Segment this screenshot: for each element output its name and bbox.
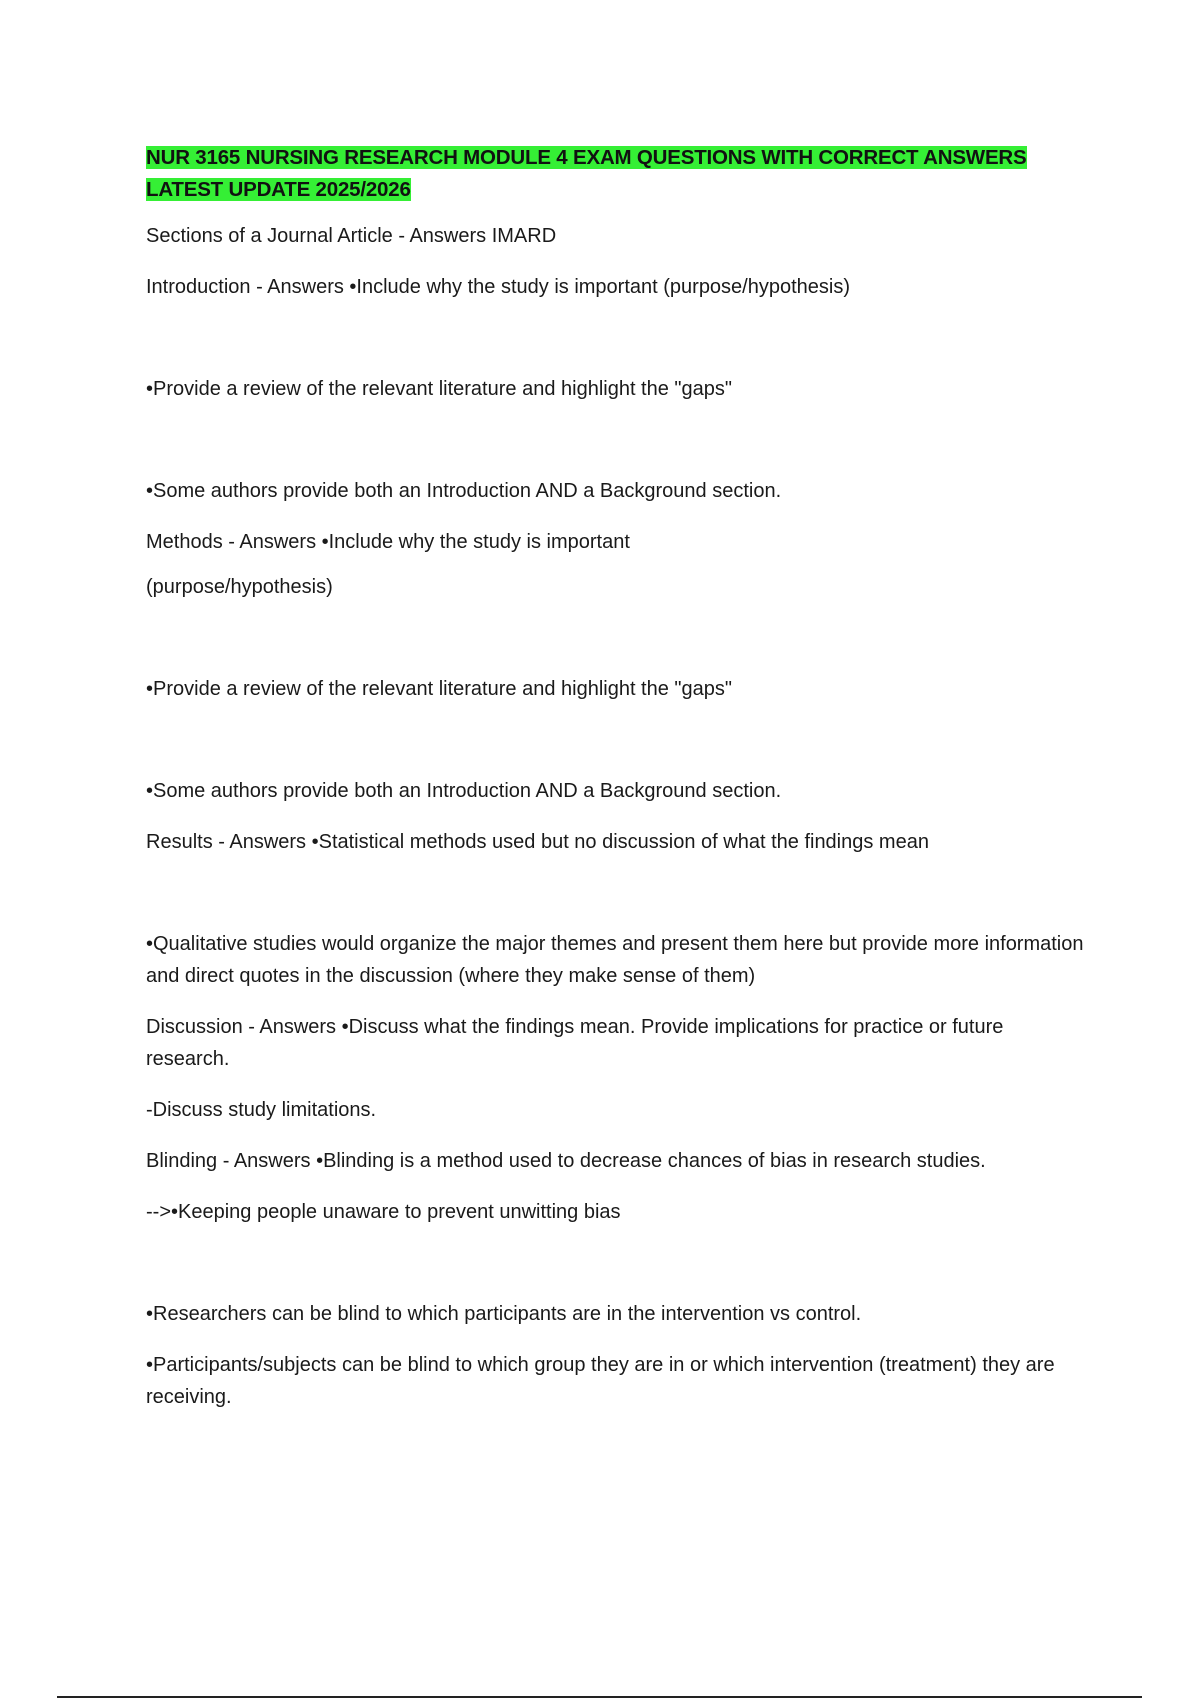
paragraph-sections: Sections of a Journal Article - Answers IMARD	[146, 225, 557, 247]
footer-divider	[57, 1696, 1142, 1698]
paragraph-methods-purpose: (purpose/hypothesis)	[146, 576, 333, 598]
paragraph-introduction: Introduction - Answers •Include why the study is important (purpose/hypothesis)	[146, 276, 851, 298]
paragraph-researchers-blind: •Researchers can be blind to which participants are in the intervention vs control.	[146, 1303, 862, 1325]
paragraph-methods: Methods - Answers •Include why the study is important	[146, 531, 630, 553]
paragraph-discussion: Discussion - Answers •Discuss what the findings mean. Provide implications for practice or future research.	[146, 1016, 1004, 1070]
paragraph-participants-blind: •Participants/subjects can be blind to which group they are in or which intervention (treatment) they are receiving.	[146, 1354, 1055, 1408]
paragraph-intro-authors: •Some authors provide both an Introduction AND a Background section.	[146, 480, 782, 502]
paragraph-results: Results - Answers •Statistical methods used but no discussion of what the findings mean	[146, 831, 929, 853]
title-line-1: NUR 3165 NURSING RESEARCH MODULE 4 EXAM QUESTIONS WITH CORRECT ANSWERS	[146, 146, 1027, 169]
paragraph-limitations: -Discuss study limitations.	[146, 1099, 377, 1121]
paragraph-methods-authors: •Some authors provide both an Introduction AND a Background section.	[146, 780, 782, 802]
document-page	[146, 142, 1086, 1432]
paragraph-blinding: Blinding - Answers •Blinding is a method used to decrease chances of bias in research studies.	[146, 1150, 986, 1172]
paragraph-methods-review: •Provide a review of the relevant literature and highlight the "gaps"	[146, 678, 732, 700]
paragraph-unaware: -->•Keeping people unaware to prevent unwitting bias	[146, 1201, 621, 1223]
title-line-2: LATEST UPDATE 2025/2026	[146, 178, 411, 201]
document-title	[146, 142, 1086, 206]
paragraph-qualitative: •Qualitative studies would organize the major themes and present them here but provide more information and direct quotes in the discussion (where they make sense of them)	[146, 933, 1084, 987]
paragraph-intro-review: •Provide a review of the relevant literature and highlight the "gaps"	[146, 378, 732, 400]
